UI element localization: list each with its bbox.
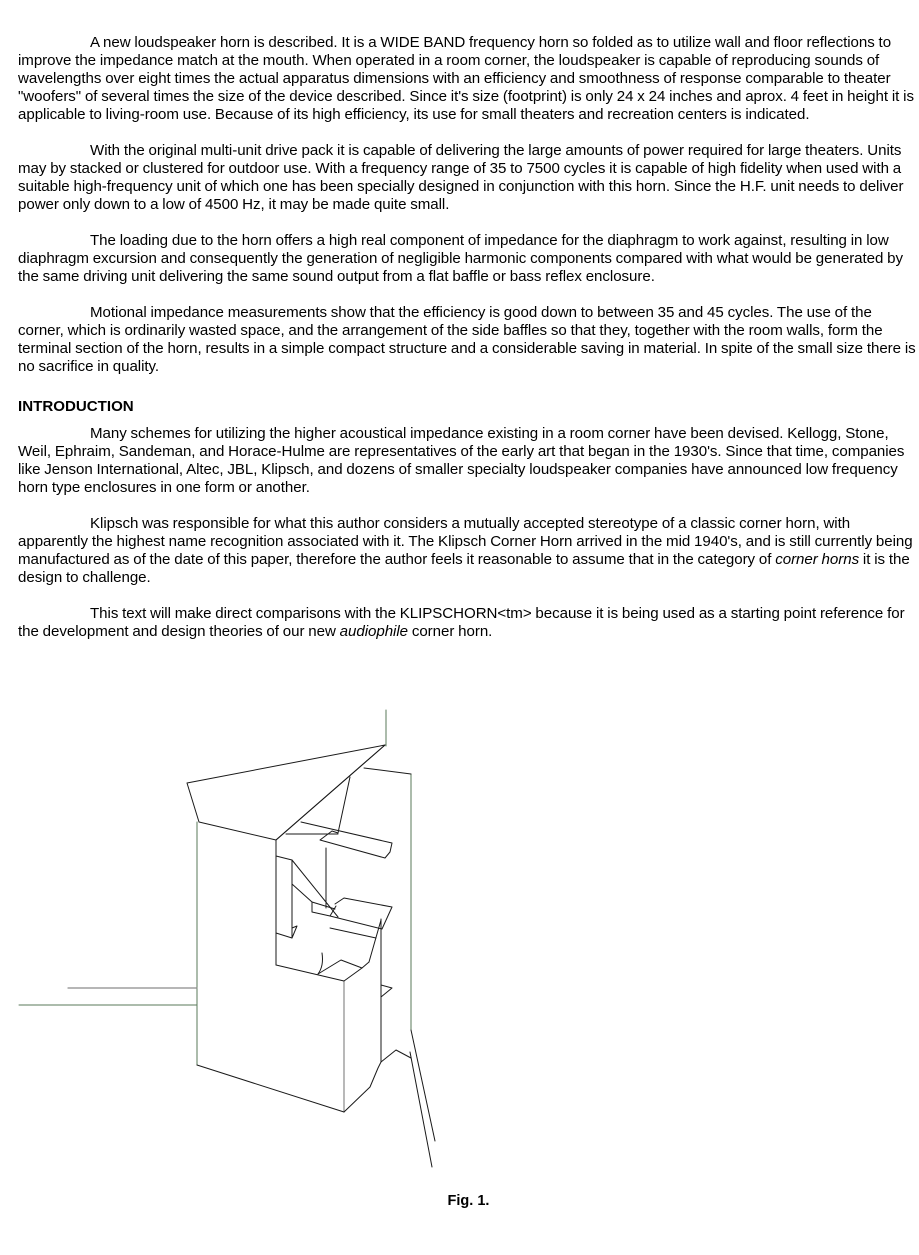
base-right-bottom (344, 1062, 381, 1112)
intro-paragraph-2-text-a: Klipsch was responsible for what this author considers a mutually accepted stereotype of a classic corner horn, with apparently the highest name recognition associated with it. The Klipsch Corner Horn arrived in the mid 1940's, and is still currently being manufactured as of the date of this paper, therefore the author feels it reasonable to assume that in the category of (18, 515, 913, 568)
abstract-paragraph-2: With the original multi-unit drive pack it is capable of delivering the large amounts of power required for large theaters. Units may by stacked or clustered for outdoor use. With a frequency range of 35 to 7500 cycles it is capable of high fidelity when used with a suitable high-frequency unit of which one has been specially designed in conjunction with this horn. Since the H.F. unit needs to deliver power only down to a low of 4500 Hz, it may be made quite small. (18, 142, 904, 213)
abstract-paragraph-4: Motional impedance measurements show that the efficiency is good down to between 35 and 45 cycles. The use of the corner, which is ordinarily wasted space, and the arrangement of the side baffles so that they, together with the room walls, form the terminal section of the horn, results in a simple compact structure and a considerable saving in material. In spite of the small size there is no sacrifice in quality. (18, 304, 916, 375)
section-heading-introduction: INTRODUCTION (18, 398, 134, 415)
base-right-step (381, 1050, 411, 1062)
channel-top (276, 856, 338, 917)
intro-paragraph-2-text-b: it is the design to challenge. (18, 551, 910, 586)
figure-caption: Fig. 1. (447, 1193, 490, 1209)
corner-horn-line-drawing (0, 700, 919, 1180)
middle-shelf (330, 898, 392, 929)
throat-bottom (362, 962, 369, 968)
floor-lines (68, 981, 344, 1112)
room-wall-lines (19, 710, 411, 1065)
intro-paragraph-3 (18, 605, 916, 641)
middle-line (330, 928, 376, 938)
channel-notch (276, 926, 297, 938)
top-diagonal-edge (276, 745, 385, 840)
small-notch-right (381, 985, 392, 997)
right-top-edge (364, 768, 411, 774)
abstract-paragraph-1: A new loudspeaker horn is described. It is a WIDE BAND frequency horn so folded as to utilize wall and floor reflections to improve the impedance match at the mouth. When operated in a room corner, the loudspeaker is capable of reproducing sounds of wavelengths over eight times the actual apparatus dimensions with an efficiency and smoothness of response comparable to theater "woofers" of several times the size of the device described. Since it's size (footprint) is only 24 x 24 inches and aprox. 4 feet in height it is applicable to living-room use. Because of its high efficiency, its use for small theaters and recreation centers is indicated. (18, 34, 914, 123)
base-top (276, 960, 362, 981)
shelf-upper (301, 822, 392, 858)
inner-riser (338, 777, 350, 833)
top-panel (187, 745, 385, 840)
wall-floor-line-a (411, 1030, 435, 1141)
intro-paragraph-2-emphasis: corner horns (775, 551, 860, 568)
cabinet-outline (187, 745, 435, 1167)
intro-paragraph-1: Many schemes for utilizing the higher acoustical impedance existing in a room corner have been devised. Kellogg, Stone, Weil, Ephraim, Sandeman, and Horace-Hulme are representatives of the early art that began in the 1930's. Since that time, companies like Jenson International, Altec, JBL, Klipsch, and dozens of smaller specialty loudspeaker companies have announced low frequency horn type enclosures in one form or another. (18, 425, 905, 496)
channel-box-top (312, 902, 335, 909)
base-left-bottom (197, 1065, 344, 1112)
curved-lip (318, 953, 323, 974)
intro-paragraph-3-text-b: corner horn. (408, 623, 493, 640)
figure-corner-horn-drawing (0, 700, 919, 1180)
abstract-paragraph-3: The loading due to the horn offers a high real component of impedance for the diaphragm to work against, resulting in low diaphragm excursion and consequently the generation of negligible harmonic components compared with what would be generated by the same driving unit delivering the same sound output from a flat baffle or bass reflex enclosure. (18, 232, 904, 285)
intro-paragraph-2 (18, 515, 916, 587)
intro-paragraph-3-text-a: This text will make direct comparisons with the KLIPSCHORN<tm> because it is being used as a starting point reference for the development and design theories of our new (18, 605, 905, 640)
intro-paragraph-3-emphasis: audiophile (339, 623, 408, 640)
document-page (18, 34, 916, 659)
channel-diagonal (292, 884, 336, 916)
